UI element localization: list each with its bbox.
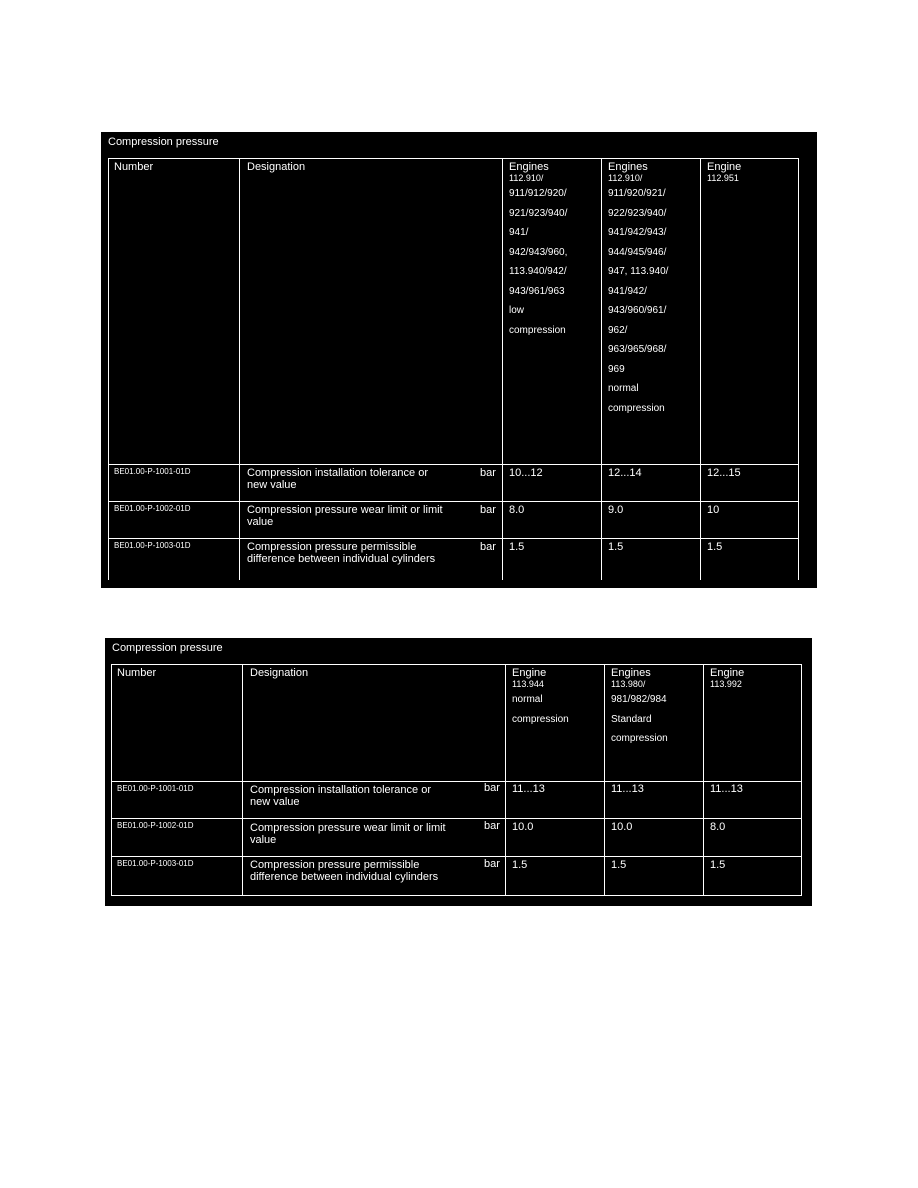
row-value: 1.5 [512, 859, 528, 871]
row-value: 11...13 [512, 783, 545, 795]
engine-col-header-1: Engine 113.944 normal compression [512, 667, 569, 725]
row-value: 11...13 [710, 783, 743, 795]
designation-header: Designation [250, 667, 309, 679]
row-number: BE01.00-P-1001-01D [117, 784, 194, 793]
row-unit: bar [484, 820, 500, 832]
row-value: 12...15 [707, 467, 741, 479]
row-unit: bar [484, 782, 500, 794]
row-number: BE01.00-P-1003-01D [117, 859, 194, 868]
number-header: Number [114, 161, 154, 173]
row-designation: Compression installation tolerance or new value [247, 467, 428, 491]
row-value: 8.0 [710, 821, 726, 833]
row-number: BE01.00-P-1003-01D [114, 541, 191, 550]
row-value: 10.0 [611, 821, 633, 833]
row-value: 11...13 [611, 783, 644, 795]
table-grid [111, 664, 802, 896]
designation-header: Designation [247, 161, 306, 173]
row-value: 1.5 [710, 859, 726, 871]
row-unit: bar [480, 541, 496, 553]
row-designation: Compression pressure wear limit or limit value [247, 504, 443, 528]
row-designation: Compression pressure permissible difference between individual cylinders [247, 541, 436, 565]
table-title: Compression pressure [112, 642, 223, 654]
row-unit: bar [484, 858, 500, 870]
table-grid [108, 158, 799, 580]
compression-table-2 [105, 638, 812, 906]
row-value: 10 [707, 504, 720, 516]
row-value: 1.5 [608, 541, 624, 553]
row-value: 1.5 [509, 541, 525, 553]
engine-col-header-2: Engines 112.910/ 911/920/921/ 922/923/940/ 941/942/943/ 944/945/946/ 947, 113.940/ 941/942/ 943/960/961/ 962/ 963/965/968/ 969 normal compression [608, 161, 669, 414]
engine-col-header-1: Engines 112.910/ 911/912/920/ 921/923/940/ 941/ 942/943/960, 113.940/942/ 943/961/963 low compression [509, 161, 568, 336]
row-unit: bar [480, 467, 496, 479]
compression-table-1 [101, 132, 817, 588]
row-designation: Compression pressure wear limit or limit value [250, 822, 446, 846]
row-value: 10...12 [509, 467, 543, 479]
row-number: BE01.00-P-1001-01D [114, 467, 191, 476]
row-value: 12...14 [608, 467, 642, 479]
row-designation: Compression pressure permissible difference between individual cylinders [250, 859, 439, 883]
row-value: 10.0 [512, 821, 534, 833]
row-value: 9.0 [608, 504, 624, 516]
row-designation: Compression installation tolerance or new value [250, 784, 431, 808]
table-title: Compression pressure [108, 136, 219, 148]
row-number: BE01.00-P-1002-01D [117, 821, 194, 830]
engine-col-header-3: Engine 112.951 [707, 161, 742, 183]
number-header: Number [117, 667, 157, 679]
row-value: 8.0 [509, 504, 525, 516]
row-value: 1.5 [611, 859, 627, 871]
row-number: BE01.00-P-1002-01D [114, 504, 191, 513]
row-unit: bar [480, 504, 496, 516]
engine-col-header-2: Engines 113.980/ 981/982/984 Standard compression [611, 667, 668, 744]
engine-col-header-3: Engine 113.992 [710, 667, 745, 689]
row-value: 1.5 [707, 541, 723, 553]
